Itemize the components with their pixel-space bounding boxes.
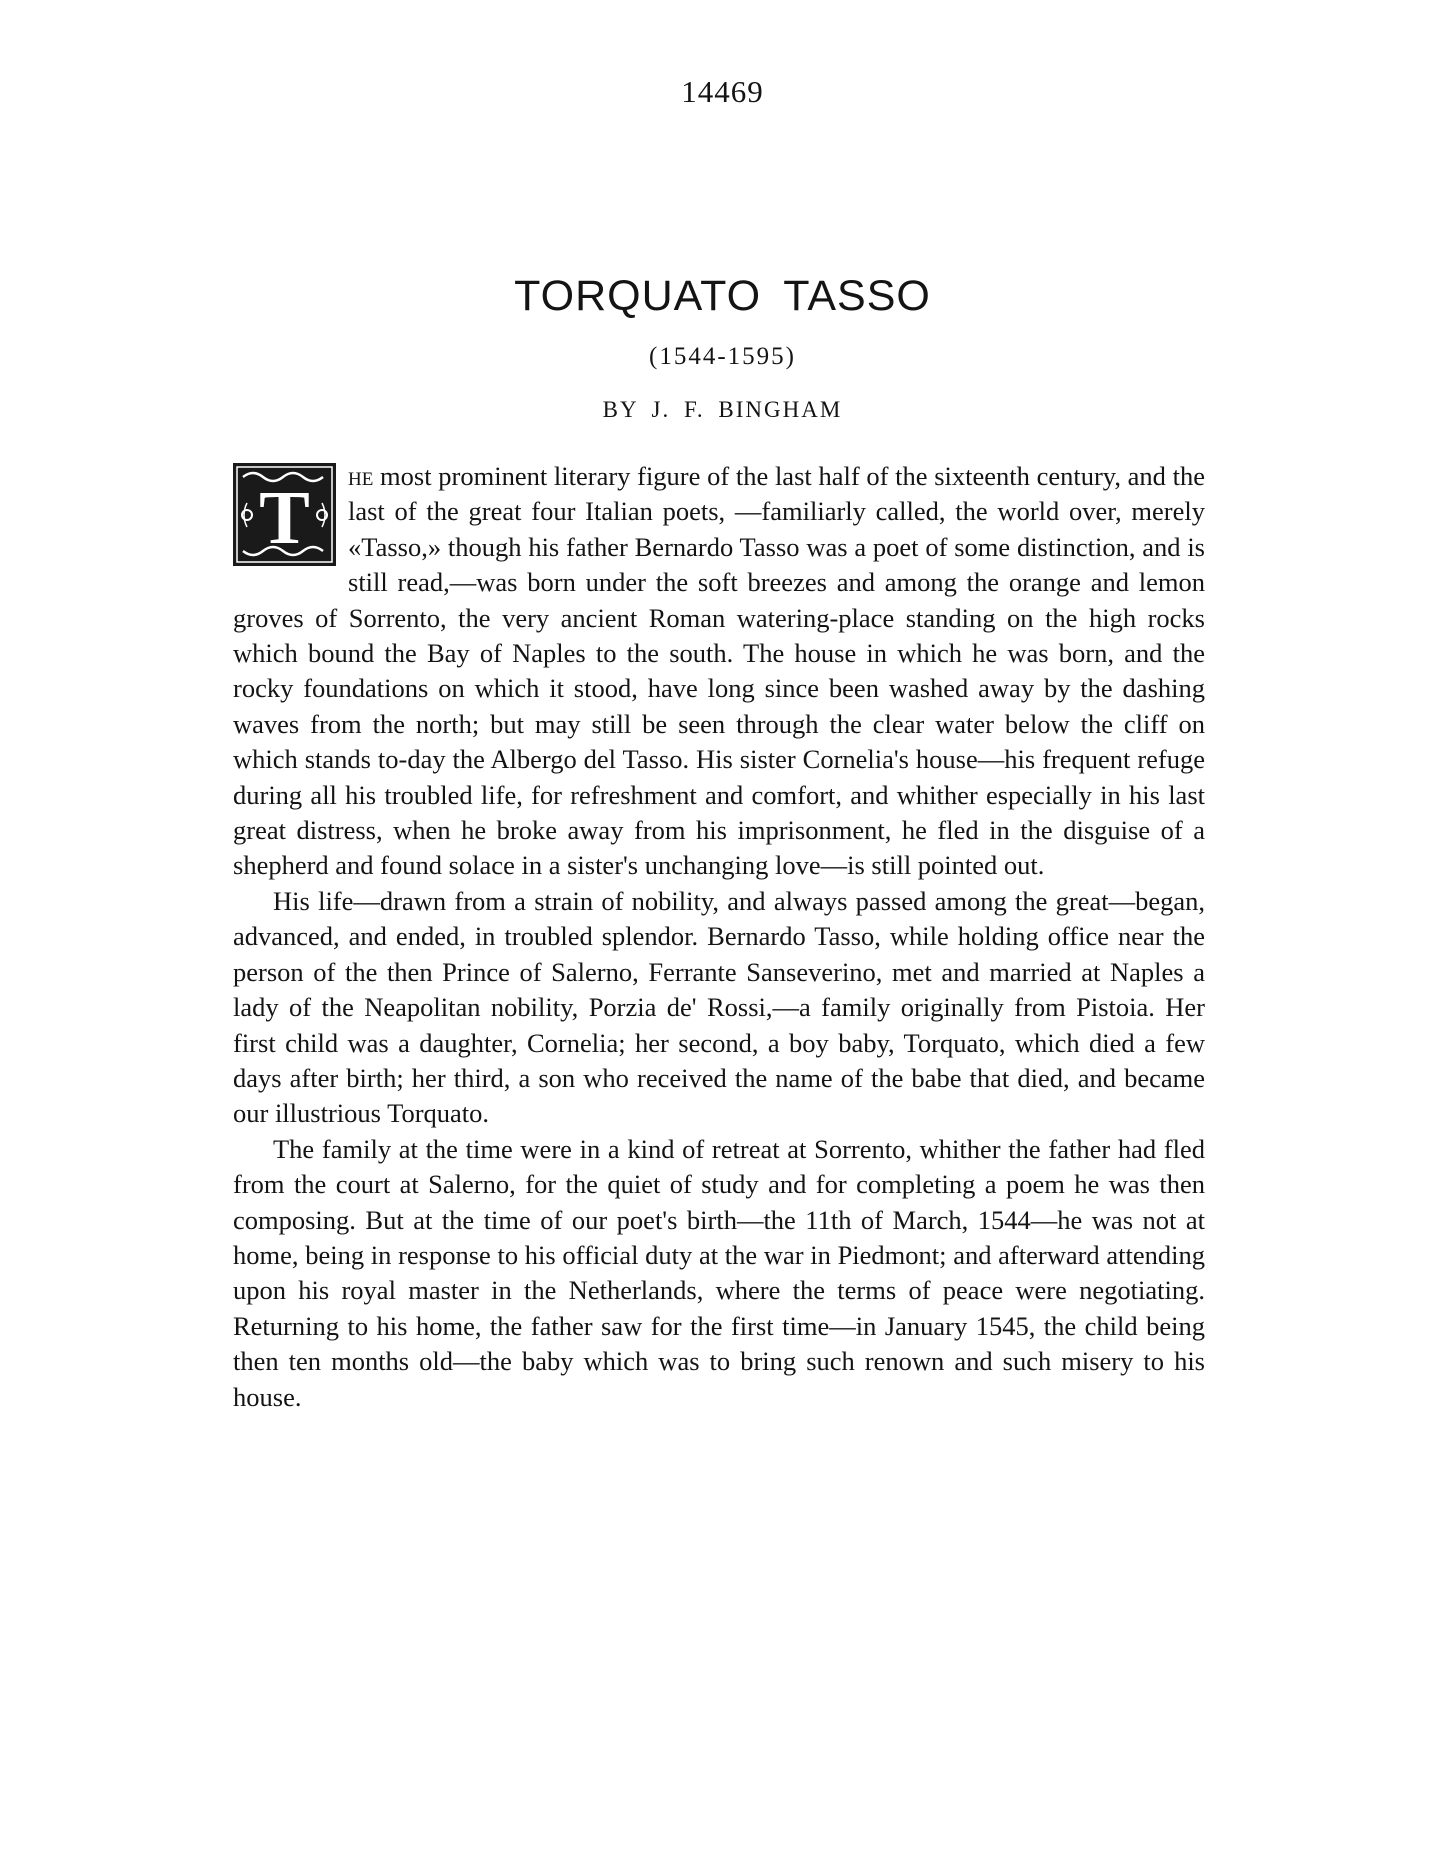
- paragraph-1: [233, 459, 1205, 884]
- ornamental-drop-cap-icon: [233, 463, 336, 566]
- author-byline: BY J. F. BINGHAM: [602, 397, 843, 422]
- paragraph-3: The family at the time were in a kind of retreat at Sorrento, whither the father had fled from the court at Salerno, for the quiet of study and for completing a poem he was then composing. But at the time of our poet's birth—the 11th of March, 1544—he was not at home, being in response to his official duty at the war in Piedmont; and afterward attending upon his royal master in the Netherlands, where the terms of peace were negotiating. Returning to his home, the father saw for the first time—in January 1545, the child being then ten months old—the baby which was to bring such renown and such misery to his house.: [233, 1133, 1205, 1412]
- page-number: 14469: [681, 74, 764, 109]
- paragraph-1-text: most prominent literary figure of the last half of the sixteenth century, and the last of the great four Italian poets, —familiarly called, the world over, merely «Tasso,» though his father Bernardo Tasso was a poet of some distinction, and is still read,—was born under the soft breezes and among the orange and lemon groves of Sorrento, the very ancient Roman watering-place standing on the high rocks which bound the Bay of Naples to the south. The house in which he was born, and the rocky foundations on which it stood, have long since been washed away by the dashing waves from the north; but may still be seen through the clear water below the cliff on which stands to-day the Albergo del Tasso. His sister Cornelia's house—his frequent refuge during all his troubled life, for refreshment and comfort, and whither especially in his last great distress, when he broke away from his imprisonment, he fled in the disguise of a shepherd and found solace in a sister's unchanging love—is still pointed out.: [233, 461, 1205, 881]
- article-body: [233, 459, 1205, 1415]
- paragraph-1-lead: he: [348, 461, 374, 491]
- life-dates: (1544-1595): [649, 343, 796, 370]
- article-title: TORQUATO TASSO: [514, 272, 931, 320]
- paragraph-2: His life—drawn from a strain of nobility, and always passed among the great—began, advanced, and ended, in troubled splendor. Bernardo Tasso, while holding office near the person of the then Prince of Salerno, Ferrante Sanseverino, met and married at Naples a lady of the Neapolitan nobility, Porzia de' Rossi,—a family originally from Pistoia. Her first child was a daughter, Cornelia; her second, a boy baby, Torquato, which died a few days after birth; her third, a son who received the name of the babe that died, and became our illustrious Torquato.: [233, 885, 1205, 1129]
- drop-cap-letter: T: [259, 476, 310, 560]
